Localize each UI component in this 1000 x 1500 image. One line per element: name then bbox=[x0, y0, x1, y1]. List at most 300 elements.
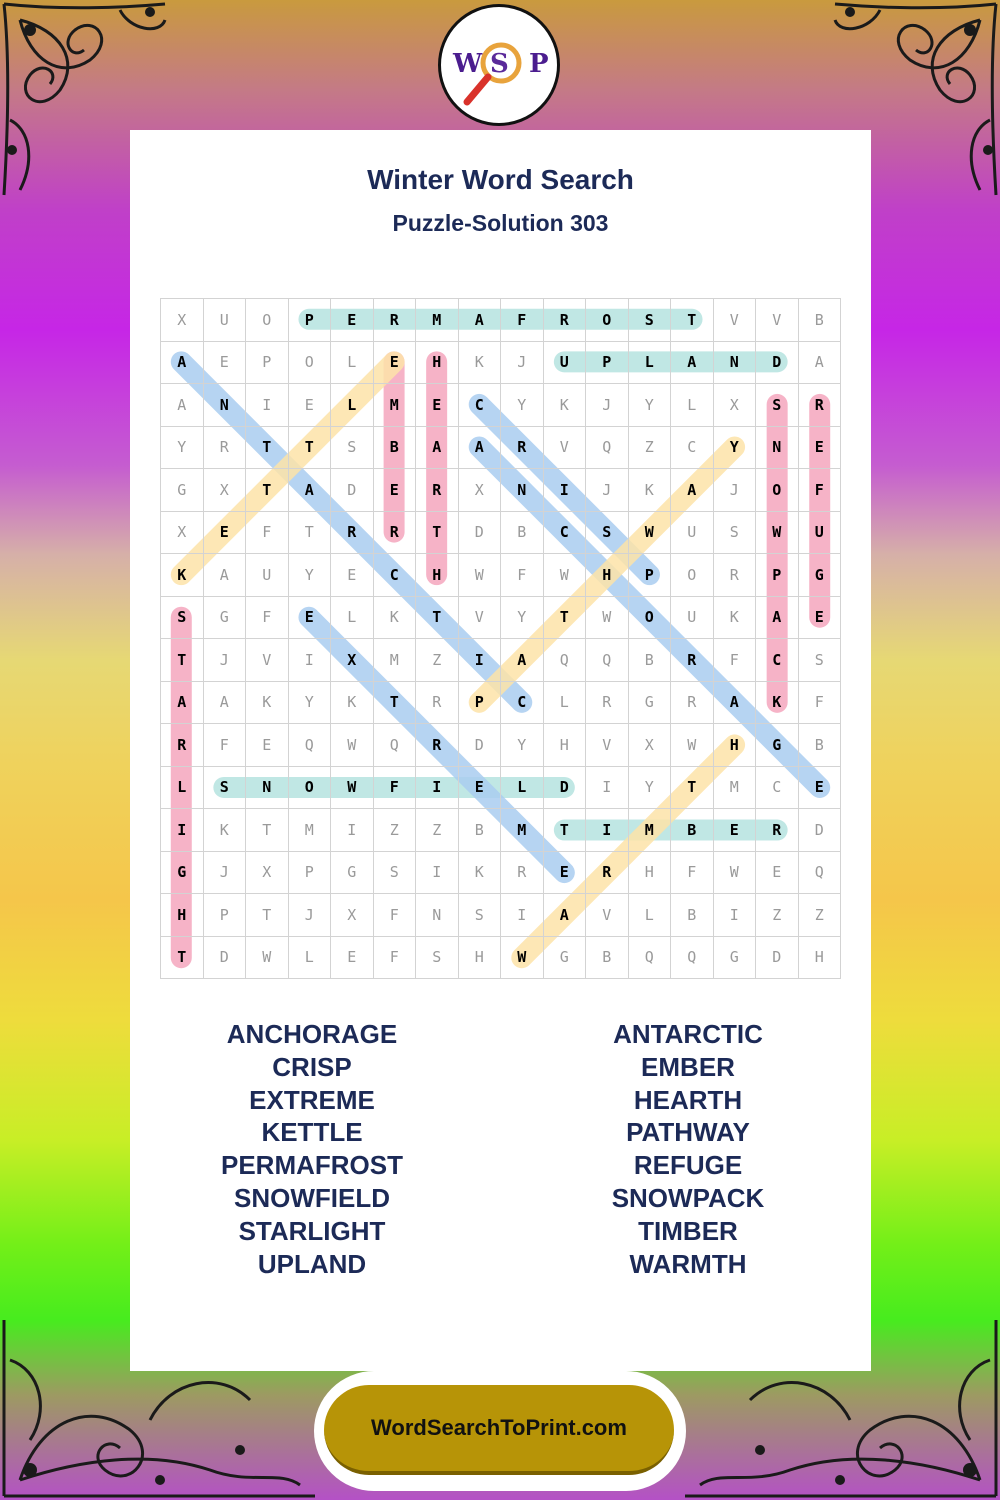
grid-cell: X bbox=[713, 384, 756, 427]
grid-cell: P bbox=[288, 299, 331, 342]
grid-cell: U bbox=[671, 511, 714, 554]
grid-cell: L bbox=[628, 341, 671, 384]
grid-cell: Q bbox=[373, 724, 416, 767]
grid-cell: T bbox=[373, 681, 416, 724]
grid-cell: J bbox=[501, 341, 544, 384]
grid-cell: G bbox=[203, 596, 246, 639]
grid-cell: S bbox=[373, 851, 416, 894]
grid-cell: L bbox=[161, 766, 204, 809]
grid-cell: V bbox=[543, 426, 586, 469]
grid-cell: R bbox=[543, 299, 586, 342]
word-item: PATHWAY bbox=[626, 1117, 750, 1148]
word-item: EMBER bbox=[641, 1051, 735, 1082]
word-item: KETTLE bbox=[261, 1117, 363, 1148]
grid-cell: C bbox=[671, 426, 714, 469]
grid-cell: V bbox=[246, 639, 289, 682]
grid-cell: T bbox=[246, 469, 289, 512]
grid-cell: E bbox=[288, 384, 331, 427]
grid-cell: T bbox=[416, 596, 459, 639]
grid-cell: U bbox=[203, 299, 246, 342]
grid-cell: T bbox=[246, 894, 289, 937]
letter-grid bbox=[160, 298, 841, 979]
grid-cell: A bbox=[756, 596, 799, 639]
grid-cell: J bbox=[713, 469, 756, 512]
grid-cell: L bbox=[671, 384, 714, 427]
grid-cell: F bbox=[203, 724, 246, 767]
grid-cell: W bbox=[331, 724, 374, 767]
grid-cell: D bbox=[458, 511, 501, 554]
grid-cell: M bbox=[628, 809, 671, 852]
grid-cell: F bbox=[798, 469, 841, 512]
grid-cell: E bbox=[543, 851, 586, 894]
grid-cell: Y bbox=[288, 681, 331, 724]
grid-cell: O bbox=[288, 341, 331, 384]
grid-cell: I bbox=[161, 809, 204, 852]
grid-cell: D bbox=[756, 341, 799, 384]
grid-cell: F bbox=[373, 936, 416, 979]
grid-cell: T bbox=[671, 766, 714, 809]
grid-cell: Y bbox=[161, 426, 204, 469]
word-item: REFUGE bbox=[633, 1150, 743, 1181]
grid-cell: S bbox=[203, 766, 246, 809]
word-item: TIMBER bbox=[638, 1215, 738, 1246]
grid-cell: R bbox=[586, 681, 629, 724]
grid-cell: E bbox=[246, 724, 289, 767]
grid-cell: S bbox=[416, 936, 459, 979]
grid-cell: T bbox=[246, 809, 289, 852]
word-item: UPLAND bbox=[257, 1248, 367, 1279]
grid-cell: D bbox=[798, 809, 841, 852]
grid-cell: I bbox=[713, 894, 756, 937]
grid-cell: G bbox=[161, 469, 204, 512]
word-item: ANCHORAGE bbox=[226, 1019, 398, 1049]
grid-cell: E bbox=[331, 299, 374, 342]
grid-cell: G bbox=[543, 936, 586, 979]
grid-cell: A bbox=[203, 554, 246, 597]
grid-cell: R bbox=[331, 511, 374, 554]
grid-cell: J bbox=[586, 469, 629, 512]
grid-row bbox=[161, 469, 841, 512]
grid-cell: R bbox=[416, 724, 459, 767]
word-item: EXTREME bbox=[249, 1084, 375, 1115]
grid-row bbox=[161, 936, 841, 979]
grid-cell: R bbox=[203, 426, 246, 469]
grid-cell: S bbox=[458, 894, 501, 937]
grid-cell: R bbox=[501, 851, 544, 894]
grid-cell: E bbox=[458, 766, 501, 809]
grid-cell: M bbox=[288, 809, 331, 852]
logo-letter-w: W bbox=[453, 49, 483, 79]
page-title: Winter Word Search bbox=[367, 164, 634, 195]
word-item: HEARTH bbox=[633, 1084, 743, 1115]
grid-cell: E bbox=[756, 851, 799, 894]
site-link-button[interactable]: WordSearchToPrint.com bbox=[324, 1385, 674, 1475]
grid-cell: K bbox=[713, 596, 756, 639]
grid-cell: T bbox=[161, 639, 204, 682]
grid-cell: F bbox=[501, 299, 544, 342]
grid-cell: L bbox=[543, 681, 586, 724]
grid-cell: M bbox=[373, 384, 416, 427]
grid-cell: K bbox=[458, 341, 501, 384]
grid-cell: L bbox=[331, 596, 374, 639]
grid-cell: H bbox=[416, 341, 459, 384]
grid-cell: O bbox=[246, 299, 289, 342]
grid-cell: E bbox=[373, 341, 416, 384]
grid-cell: B bbox=[798, 299, 841, 342]
grid-cell: I bbox=[416, 851, 459, 894]
grid-cell: H bbox=[713, 724, 756, 767]
grid-cell: G bbox=[628, 681, 671, 724]
grid-cell: U bbox=[798, 511, 841, 554]
grid-cell: C bbox=[756, 766, 799, 809]
grid-cell: A bbox=[458, 299, 501, 342]
grid-cell: W bbox=[671, 724, 714, 767]
grid-cell: Y bbox=[501, 384, 544, 427]
grid-cell: S bbox=[161, 596, 204, 639]
grid-cell: E bbox=[416, 384, 459, 427]
grid-cell: X bbox=[246, 851, 289, 894]
grid-cell: A bbox=[288, 469, 331, 512]
grid-cell: T bbox=[161, 936, 204, 979]
grid-cell: K bbox=[756, 681, 799, 724]
grid-cell: I bbox=[288, 639, 331, 682]
grid-cell: P bbox=[288, 851, 331, 894]
grid-cell: Y bbox=[501, 596, 544, 639]
logo-letter-p: P bbox=[529, 49, 549, 79]
grid-cell: K bbox=[203, 809, 246, 852]
grid-cell: A bbox=[458, 426, 501, 469]
logo-letter-s: S bbox=[490, 49, 509, 79]
grid-cell: A bbox=[161, 681, 204, 724]
grid-cell: A bbox=[713, 681, 756, 724]
grid-cell: L bbox=[628, 894, 671, 937]
grid-cell: P bbox=[586, 341, 629, 384]
grid-cell: M bbox=[373, 639, 416, 682]
grid-cell: G bbox=[161, 851, 204, 894]
grid-cell: A bbox=[416, 426, 459, 469]
grid-cell: B bbox=[671, 809, 714, 852]
grid-cell: H bbox=[458, 936, 501, 979]
grid-cell: F bbox=[671, 851, 714, 894]
grid-cell: R bbox=[756, 809, 799, 852]
grid-row bbox=[161, 851, 841, 894]
grid-cell: Q bbox=[798, 851, 841, 894]
grid-cell: Y bbox=[713, 426, 756, 469]
grid-row bbox=[161, 639, 841, 682]
grid-cell: V bbox=[586, 894, 629, 937]
grid-cell: X bbox=[203, 469, 246, 512]
grid-row bbox=[161, 426, 841, 469]
grid-cell: C bbox=[458, 384, 501, 427]
grid-cell: U bbox=[246, 554, 289, 597]
grid-cell: I bbox=[586, 809, 629, 852]
grid-cell: B bbox=[458, 809, 501, 852]
grid-cell: U bbox=[671, 596, 714, 639]
grid-cell: O bbox=[756, 469, 799, 512]
grid-cell: E bbox=[203, 341, 246, 384]
grid-cell: X bbox=[628, 724, 671, 767]
page-subtitle: Puzzle-Solution 303 bbox=[392, 210, 609, 236]
site-logo[interactable] bbox=[438, 4, 560, 126]
grid-cell: O bbox=[628, 596, 671, 639]
grid-cell: Q bbox=[543, 639, 586, 682]
grid-row bbox=[161, 681, 841, 724]
grid-cell: Q bbox=[671, 936, 714, 979]
grid-cell: L bbox=[288, 936, 331, 979]
grid-cell: W bbox=[246, 936, 289, 979]
grid-cell: P bbox=[458, 681, 501, 724]
grid-cell: F bbox=[373, 766, 416, 809]
grid-cell: R bbox=[798, 384, 841, 427]
grid-cell: Q bbox=[586, 426, 629, 469]
grid-cell: B bbox=[501, 511, 544, 554]
grid-cell: Q bbox=[628, 936, 671, 979]
grid-cell: W bbox=[756, 511, 799, 554]
grid-cell: W bbox=[501, 936, 544, 979]
grid-cell: M bbox=[713, 766, 756, 809]
grid-cell: H bbox=[798, 936, 841, 979]
grid-cell: E bbox=[798, 596, 841, 639]
word-item: PERMAFROST bbox=[221, 1150, 403, 1181]
grid-cell: X bbox=[331, 639, 374, 682]
grid-cell: T bbox=[288, 426, 331, 469]
grid-cell: X bbox=[161, 511, 204, 554]
grid-cell: N bbox=[246, 766, 289, 809]
grid-cell: G bbox=[798, 554, 841, 597]
grid-cell: F bbox=[501, 554, 544, 597]
grid-cell: C bbox=[501, 681, 544, 724]
grid-cell: Z bbox=[628, 426, 671, 469]
grid-cell: Z bbox=[798, 894, 841, 937]
grid-cell: S bbox=[628, 299, 671, 342]
grid-cell: N bbox=[756, 426, 799, 469]
grid-cell: T bbox=[288, 511, 331, 554]
grid-cell: E bbox=[288, 596, 331, 639]
grid-cell: A bbox=[798, 341, 841, 384]
grid-cell: L bbox=[331, 341, 374, 384]
grid-cell: C bbox=[373, 554, 416, 597]
grid-cell: R bbox=[713, 554, 756, 597]
grid-cell: B bbox=[798, 724, 841, 767]
grid-cell: B bbox=[628, 639, 671, 682]
word-item: WARMTH bbox=[629, 1248, 747, 1279]
grid-cell: U bbox=[543, 341, 586, 384]
grid-cell: K bbox=[373, 596, 416, 639]
grid-cell: I bbox=[416, 766, 459, 809]
grid-row bbox=[161, 554, 841, 597]
grid-cell: R bbox=[416, 469, 459, 512]
grid-cell: E bbox=[373, 469, 416, 512]
grid-cell: A bbox=[161, 341, 204, 384]
grid-cell: L bbox=[501, 766, 544, 809]
grid-cell: K bbox=[458, 851, 501, 894]
grid-cell: G bbox=[756, 724, 799, 767]
grid-cell: N bbox=[203, 384, 246, 427]
grid-cell: W bbox=[586, 596, 629, 639]
grid-cell: H bbox=[161, 894, 204, 937]
grid-cell: Z bbox=[416, 639, 459, 682]
word-item: ANTARCTIC bbox=[613, 1019, 763, 1049]
grid-cell: L bbox=[331, 384, 374, 427]
grid-cell: Y bbox=[628, 384, 671, 427]
grid-cell: A bbox=[203, 681, 246, 724]
grid-cell: A bbox=[161, 384, 204, 427]
grid-cell: R bbox=[501, 426, 544, 469]
grid-row bbox=[161, 894, 841, 937]
grid-cell: P bbox=[203, 894, 246, 937]
grid-cell: E bbox=[713, 809, 756, 852]
grid-cell: K bbox=[331, 681, 374, 724]
grid-cell: T bbox=[416, 511, 459, 554]
grid-cell: N bbox=[416, 894, 459, 937]
grid-cell: Z bbox=[756, 894, 799, 937]
grid-cell: R bbox=[671, 681, 714, 724]
grid-cell: D bbox=[331, 469, 374, 512]
grid-row bbox=[161, 299, 841, 342]
grid-cell: D bbox=[756, 936, 799, 979]
grid-cell: J bbox=[288, 894, 331, 937]
grid-cell: V bbox=[458, 596, 501, 639]
grid-cell: E bbox=[331, 936, 374, 979]
grid-cell: T bbox=[246, 426, 289, 469]
grid-cell: F bbox=[246, 596, 289, 639]
grid-cell: H bbox=[628, 851, 671, 894]
grid-cell: Q bbox=[288, 724, 331, 767]
grid-cell: B bbox=[671, 894, 714, 937]
grid-cell: V bbox=[713, 299, 756, 342]
grid-cell: H bbox=[416, 554, 459, 597]
grid-cell: V bbox=[756, 299, 799, 342]
grid-cell: R bbox=[586, 851, 629, 894]
grid-cell: N bbox=[713, 341, 756, 384]
grid-cell: A bbox=[501, 639, 544, 682]
grid-cell: P bbox=[628, 554, 671, 597]
grid-cell: R bbox=[373, 511, 416, 554]
word-item: STARLIGHT bbox=[238, 1215, 386, 1246]
grid-cell: S bbox=[756, 384, 799, 427]
grid-cell: X bbox=[458, 469, 501, 512]
grid-cell: C bbox=[756, 639, 799, 682]
grid-cell: P bbox=[756, 554, 799, 597]
grid-cell: X bbox=[331, 894, 374, 937]
grid-cell: T bbox=[671, 299, 714, 342]
word-list-right bbox=[508, 1018, 868, 1280]
word-list-left bbox=[132, 1018, 492, 1280]
grid-cell: A bbox=[671, 341, 714, 384]
grid-cell: B bbox=[586, 936, 629, 979]
grid-cell: G bbox=[713, 936, 756, 979]
grid-row bbox=[161, 809, 841, 852]
grid-cell: K bbox=[161, 554, 204, 597]
grid-cell: C bbox=[543, 511, 586, 554]
grid-cell: O bbox=[288, 766, 331, 809]
grid-cell: F bbox=[246, 511, 289, 554]
grid-cell: S bbox=[586, 511, 629, 554]
grid-cell: R bbox=[416, 681, 459, 724]
grid-cell: J bbox=[203, 851, 246, 894]
grid-cell: M bbox=[416, 299, 459, 342]
grid-cell: Z bbox=[416, 809, 459, 852]
grid-cell: P bbox=[246, 341, 289, 384]
site-banner bbox=[314, 1371, 686, 1491]
grid-cell: Q bbox=[586, 639, 629, 682]
word-item: SNOWPACK bbox=[611, 1182, 765, 1213]
grid-cell: I bbox=[331, 809, 374, 852]
grid-cell: I bbox=[458, 639, 501, 682]
grid-cell: E bbox=[798, 426, 841, 469]
grid-cell: E bbox=[203, 511, 246, 554]
grid-cell: Y bbox=[288, 554, 331, 597]
grid-cell: I bbox=[543, 469, 586, 512]
grid-cell: I bbox=[586, 766, 629, 809]
grid-cell: T bbox=[543, 596, 586, 639]
grid-cell: Y bbox=[628, 766, 671, 809]
grid-row bbox=[161, 511, 841, 554]
grid-cell: F bbox=[373, 894, 416, 937]
grid-cell: E bbox=[331, 554, 374, 597]
grid-cell: K bbox=[543, 384, 586, 427]
grid-cell: W bbox=[331, 766, 374, 809]
grid-cell: F bbox=[798, 681, 841, 724]
grid-cell: D bbox=[458, 724, 501, 767]
grid-cell: G bbox=[331, 851, 374, 894]
grid-cell: B bbox=[373, 426, 416, 469]
grid-cell: M bbox=[501, 809, 544, 852]
grid-cell: R bbox=[161, 724, 204, 767]
grid-cell: H bbox=[586, 554, 629, 597]
grid-cell: J bbox=[586, 384, 629, 427]
grid-cell: J bbox=[203, 639, 246, 682]
grid-row bbox=[161, 341, 841, 384]
grid-cell: A bbox=[543, 894, 586, 937]
word-item: SNOWFIELD bbox=[234, 1182, 390, 1213]
grid-cell: Z bbox=[373, 809, 416, 852]
grid-cell: R bbox=[671, 639, 714, 682]
grid-cell: D bbox=[203, 936, 246, 979]
grid-cell: F bbox=[713, 639, 756, 682]
grid-cell: S bbox=[798, 639, 841, 682]
word-search-grid bbox=[160, 298, 841, 979]
grid-cell: V bbox=[586, 724, 629, 767]
grid-cell: S bbox=[331, 426, 374, 469]
grid-cell: X bbox=[161, 299, 204, 342]
grid-cell: K bbox=[628, 469, 671, 512]
word-item: CRISP bbox=[272, 1051, 352, 1082]
grid-cell: A bbox=[671, 469, 714, 512]
grid-cell: D bbox=[543, 766, 586, 809]
grid-cell: R bbox=[373, 299, 416, 342]
grid-cell: O bbox=[586, 299, 629, 342]
grid-cell: W bbox=[628, 511, 671, 554]
grid-cell: E bbox=[798, 766, 841, 809]
grid-cell: O bbox=[671, 554, 714, 597]
grid-cell: Y bbox=[501, 724, 544, 767]
grid-row bbox=[161, 596, 841, 639]
grid-cell: N bbox=[501, 469, 544, 512]
grid-cell: K bbox=[246, 681, 289, 724]
grid-cell: W bbox=[713, 851, 756, 894]
grid-cell: W bbox=[543, 554, 586, 597]
grid-cell: T bbox=[543, 809, 586, 852]
grid-row bbox=[161, 384, 841, 427]
grid-row bbox=[161, 724, 841, 767]
grid-cell: I bbox=[501, 894, 544, 937]
grid-cell: H bbox=[543, 724, 586, 767]
grid-cell: W bbox=[458, 554, 501, 597]
grid-row bbox=[161, 766, 841, 809]
grid-cell: I bbox=[246, 384, 289, 427]
grid-cell: S bbox=[713, 511, 756, 554]
